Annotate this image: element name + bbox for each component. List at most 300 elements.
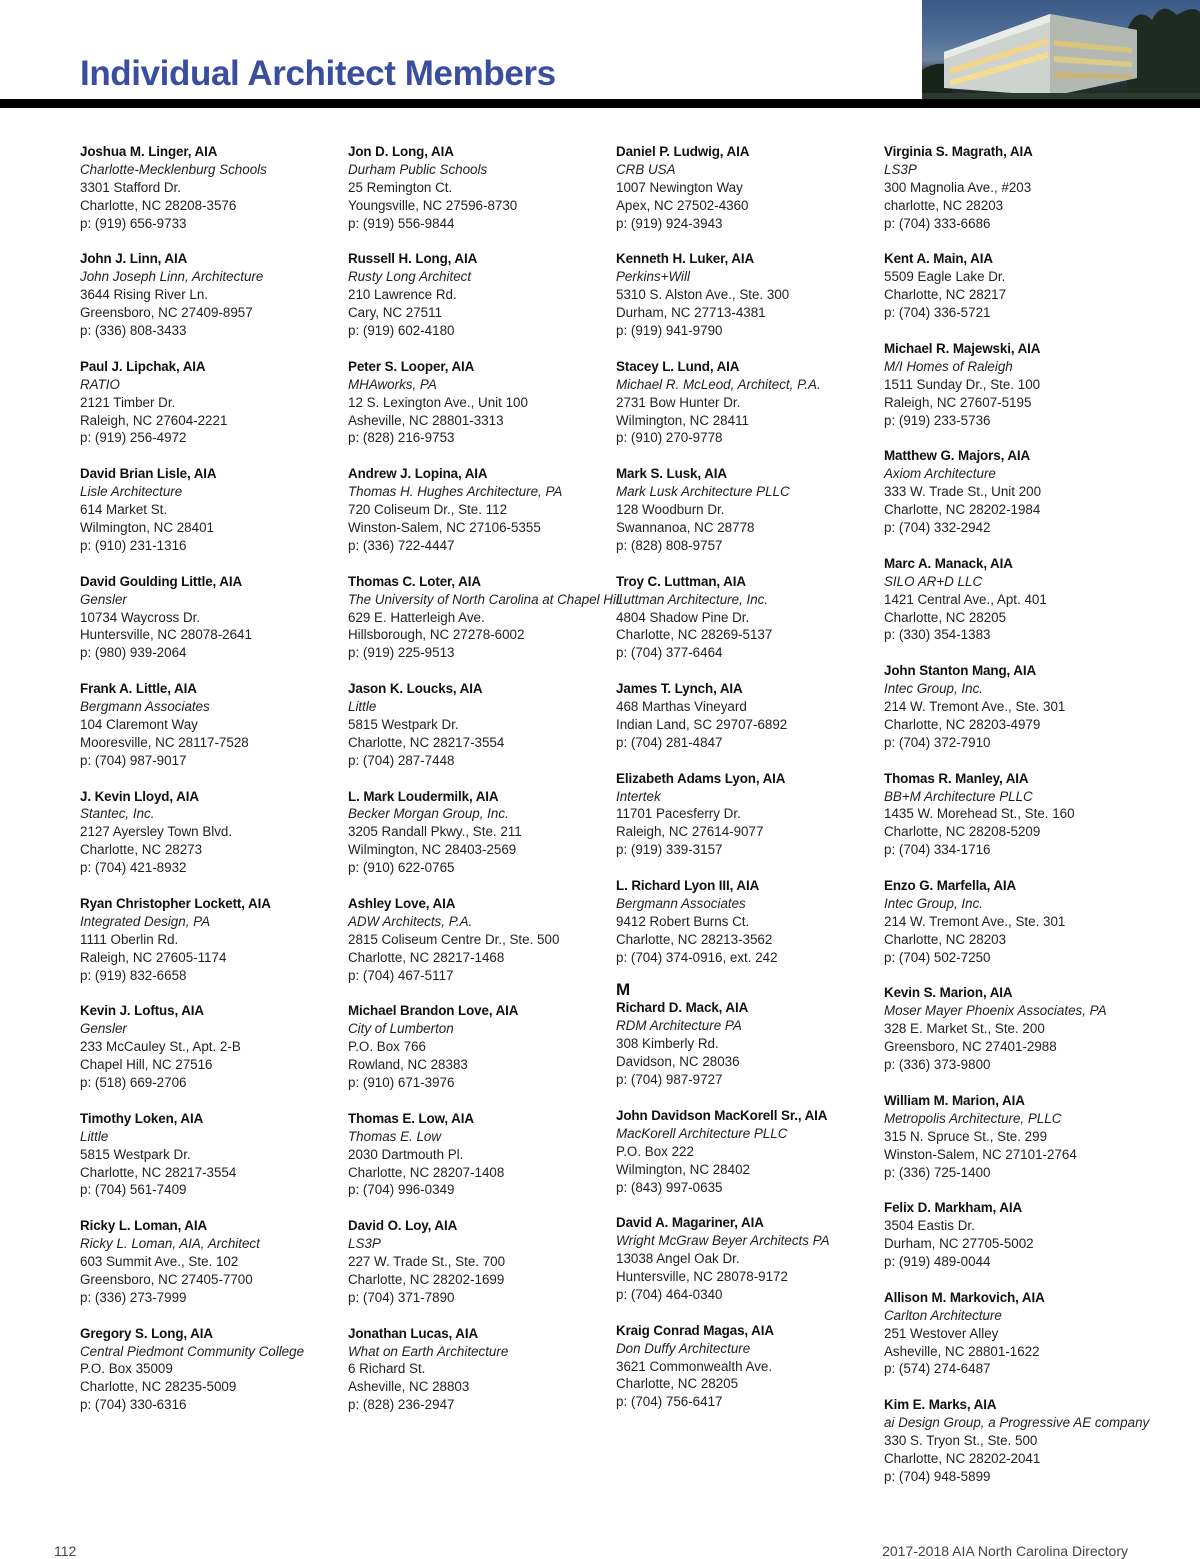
member-name: Troy C. Luttman, AIA — [616, 573, 746, 589]
member-city: Charlotte, NC 28207-1408 — [348, 1164, 505, 1180]
member-firm: Intec Group, Inc. — [884, 895, 983, 911]
member-city: Youngsville, NC 27596-8730 — [348, 197, 518, 213]
member-firm: City of Lumberton — [348, 1021, 454, 1037]
member-entry — [348, 788, 610, 878]
member-firm: Carlton Architecture — [884, 1307, 1002, 1323]
member-name: Kenneth H. Luker, AIA — [616, 251, 755, 267]
member-name: Mark S. Lusk, AIA — [616, 466, 727, 482]
member-entry — [884, 555, 1146, 645]
member-phone: p: (704) 330-6316 — [80, 1397, 187, 1413]
member-phone: p: (919) 339-3157 — [616, 842, 723, 858]
member-address: 3205 Randall Pkwy., Ste. 211 — [348, 824, 522, 840]
member-name: Jonathan Lucas, AIA — [348, 1325, 479, 1341]
page-title: Individual Architect Members — [80, 54, 556, 93]
member-entry — [884, 877, 1146, 967]
member-name: Marc A. Manack, AIA — [884, 555, 1013, 571]
member-city: Swannanoa, NC 28778 — [616, 519, 755, 535]
member-city: Charlotte, NC 28217 — [884, 287, 1007, 303]
member-name: Ryan Christopher Lockett, AIA — [80, 895, 271, 911]
member-firm: M/I Homes of Raleigh — [884, 358, 1013, 374]
member-name: Felix D. Markham, AIA — [884, 1200, 1023, 1216]
member-entry — [616, 465, 878, 555]
member-phone: p: (704) 374-0916, ext. 242 — [616, 949, 778, 965]
member-city: Mooresville, NC 28117-7528 — [80, 734, 249, 750]
member-address: 300 Magnolia Ave., #203 — [884, 179, 1032, 195]
member-address: 3504 Eastis Dr. — [884, 1218, 975, 1234]
member-entry — [348, 1110, 610, 1200]
member-firm: Michael R. McLeod, Architect, P.A. — [616, 376, 821, 392]
member-phone: p: (919) 924-3943 — [616, 215, 723, 231]
member-city: Winston-Salem, NC 27106-5355 — [348, 519, 541, 535]
member-firm: Rusty Long Architect — [348, 269, 472, 285]
member-address: 6 Richard St. — [348, 1361, 426, 1377]
member-name: L. Richard Lyon III, AIA — [616, 878, 760, 894]
member-city: Durham, NC 27705-5002 — [884, 1236, 1034, 1252]
member-name: Paul J. Lipchak, AIA — [80, 358, 206, 374]
member-firm: Don Duffy Architecture — [616, 1340, 751, 1356]
member-column-3 — [616, 143, 878, 1429]
member-address: 128 Woodburn Dr. — [616, 502, 725, 518]
member-entry — [348, 1325, 610, 1415]
member-address: 1007 Newington Way — [616, 179, 743, 195]
member-city: Rowland, NC 28383 — [348, 1057, 468, 1073]
member-city: Huntersville, NC 28078-9172 — [616, 1269, 788, 1285]
member-entry — [348, 465, 610, 555]
member-address: 5815 Westpark Dr. — [80, 1146, 191, 1162]
member-name: Gregory S. Long, AIA — [80, 1325, 213, 1341]
member-name: Kim E. Marks, AIA — [884, 1397, 997, 1413]
member-address: 9412 Robert Burns Ct. — [616, 913, 750, 929]
member-city: Charlotte, NC 28217-3554 — [80, 1164, 237, 1180]
member-name: Andrew J. Lopina, AIA — [348, 466, 488, 482]
member-entry — [80, 573, 342, 663]
member-entry — [616, 877, 878, 967]
member-address: 25 Remington Ct. — [348, 179, 453, 195]
member-entry — [616, 1214, 878, 1304]
member-city: Raleigh, NC 27604-2221 — [80, 412, 228, 428]
member-firm: Central Piedmont Community College — [80, 1343, 305, 1359]
member-address: 603 Summit Ave., Ste. 102 — [80, 1254, 239, 1270]
member-phone: p: (919) 832-6658 — [80, 967, 187, 983]
member-address: 333 W. Trade St., Unit 200 — [884, 484, 1042, 500]
member-firm: Bergmann Associates — [616, 895, 746, 911]
member-address: 330 S. Tryon St., Ste. 500 — [884, 1433, 1038, 1449]
member-firm: Gensler — [80, 591, 127, 607]
member-entry — [348, 573, 622, 663]
member-name: Daniel P. Ludwig, AIA — [616, 144, 750, 159]
member-name: David A. Magariner, AIA — [616, 1215, 764, 1231]
member-entry — [348, 358, 610, 448]
member-address: 11701 Pacesferry Dr. — [616, 806, 741, 822]
member-city: Raleigh, NC 27605-1174 — [80, 949, 227, 965]
member-firm: LS3P — [348, 1236, 381, 1252]
member-entry — [348, 250, 610, 340]
member-city: Charlotte, NC 28208-5209 — [884, 824, 1041, 840]
member-name: Ricky L. Loman, AIA — [80, 1218, 208, 1234]
member-phone: p: (704) 948-5899 — [884, 1468, 991, 1484]
member-phone: p: (518) 669-2706 — [80, 1075, 187, 1090]
member-address: 3301 Stafford Dr. — [80, 179, 181, 195]
member-phone: p: (910) 231-1316 — [80, 537, 187, 553]
member-name: Thomas R. Manley, AIA — [884, 770, 1029, 786]
member-address: 1435 W. Morehead St., Ste. 160 — [884, 806, 1075, 822]
member-firm: Intec Group, Inc. — [884, 681, 983, 697]
member-city: Wilmington, NC 28401 — [80, 519, 214, 535]
member-entry — [884, 1199, 1146, 1271]
member-name: William M. Marion, AIA — [884, 1092, 1025, 1108]
member-city: Charlotte, NC 28217-3554 — [348, 734, 505, 750]
member-firm: Intertek — [616, 788, 661, 804]
member-phone: p: (919) 489-0044 — [884, 1254, 991, 1270]
member-phone: p: (910) 622-0765 — [348, 860, 455, 876]
member-name: Kevin S. Marion, AIA — [884, 985, 1013, 1001]
member-name: Virginia S. Magrath, AIA — [884, 144, 1033, 159]
page-number: 112 — [54, 1543, 77, 1559]
member-firm: The University of North Carolina at Chapel Hill — [348, 591, 622, 607]
member-phone: p: (574) 274-6487 — [884, 1361, 991, 1377]
member-phone: p: (336) 373-9800 — [884, 1057, 991, 1073]
member-city: Cary, NC 27511 — [348, 305, 443, 321]
member-entry — [80, 1217, 342, 1307]
member-phone: p: (704) 996-0349 — [348, 1182, 455, 1198]
member-city: Huntersville, NC 28078-2641 — [80, 627, 252, 643]
member-entry — [884, 143, 1146, 233]
member-entry — [616, 770, 878, 860]
member-entry — [348, 680, 610, 770]
member-firm: John Joseph Linn, Architecture — [80, 269, 264, 285]
header-building-photo — [922, 0, 1200, 100]
member-address: 720 Coliseum Dr., Ste. 112 — [348, 502, 508, 518]
member-address: 214 W. Tremont Ave., Ste. 301 — [884, 699, 1066, 715]
member-name: James T. Lynch, AIA — [616, 681, 743, 697]
member-phone: p: (704) 334-1716 — [884, 842, 991, 858]
member-name: J. Kevin Lloyd, AIA — [80, 788, 199, 804]
member-phone: p: (919) 602-4180 — [348, 323, 455, 339]
member-firm: Durham Public Schools — [348, 161, 488, 177]
member-city: Davidson, NC 28036 — [616, 1054, 740, 1070]
member-name: Kraig Conrad Magas, AIA — [616, 1322, 774, 1338]
member-name: Kent A. Main, AIA — [884, 251, 993, 267]
member-city: Charlotte, NC 28205 — [616, 1376, 739, 1392]
member-firm: Axiom Architecture — [884, 466, 996, 482]
member-firm: Gensler — [80, 1021, 127, 1037]
member-name: Allison M. Markovich, AIA — [884, 1289, 1045, 1305]
member-name: John Davidson MacKorell Sr., AIA — [616, 1107, 828, 1123]
member-address: 12 S. Lexington Ave., Unit 100 — [348, 394, 528, 410]
member-name: Frank A. Little, AIA — [80, 681, 197, 697]
member-phone: p: (704) 287-7448 — [348, 752, 455, 768]
member-entry — [616, 250, 878, 340]
member-phone: p: (704) 377-6464 — [616, 645, 723, 661]
member-phone: p: (336) 722-4447 — [348, 537, 455, 553]
member-entry — [884, 1396, 1150, 1486]
member-phone: p: (704) 561-7409 — [80, 1182, 187, 1198]
member-address: 3621 Commonwealth Ave. — [616, 1358, 773, 1374]
member-firm: Wright McGraw Beyer Architects PA — [616, 1233, 830, 1249]
member-phone: p: (704) 333-6686 — [884, 215, 991, 231]
member-entry — [616, 143, 878, 233]
member-address: 214 W. Tremont Ave., Ste. 301 — [884, 913, 1066, 929]
member-address: 629 E. Hatterleigh Ave. — [348, 609, 485, 625]
member-name: David O. Loy, AIA — [348, 1218, 458, 1234]
member-phone: p: (980) 939-2064 — [80, 645, 187, 661]
member-entry — [80, 143, 342, 233]
member-name: Kevin J. Loftus, AIA — [80, 1003, 204, 1019]
member-address: P.O. Box 766 — [348, 1039, 426, 1055]
member-name: John Stanton Mang, AIA — [884, 663, 1037, 679]
member-firm: MacKorell Architecture PLLC — [616, 1125, 788, 1141]
member-address: 104 Claremont Way — [80, 716, 198, 732]
member-name: Jason K. Loucks, AIA — [348, 681, 483, 697]
member-phone: p: (704) 756-6417 — [616, 1394, 723, 1410]
member-phone: p: (336) 808-3433 — [80, 323, 187, 339]
member-firm: Integrated Design, PA — [80, 913, 211, 929]
member-entry — [80, 465, 342, 555]
member-firm: Thomas H. Hughes Architecture, PA — [348, 484, 563, 500]
member-city: Asheville, NC 28801-1622 — [884, 1343, 1040, 1359]
member-city: Charlotte, NC 28208-3576 — [80, 197, 237, 213]
member-phone: p: (704) 371-7890 — [348, 1289, 455, 1305]
member-entry — [348, 895, 610, 985]
member-address: 3644 Rising River Ln. — [80, 287, 209, 303]
member-name: Russell H. Long, AIA — [348, 251, 478, 267]
member-city: Durham, NC 27713-4381 — [616, 305, 766, 321]
member-column-4 — [884, 143, 1150, 1504]
member-firm: Little — [80, 1128, 109, 1144]
member-firm: MHAworks, PA — [348, 376, 437, 392]
member-entry — [884, 447, 1146, 537]
member-phone: p: (704) 987-9727 — [616, 1072, 723, 1088]
member-address: 1421 Central Ave., Apt. 401 — [884, 591, 1047, 607]
member-entry — [616, 358, 878, 448]
member-firm: Little — [348, 699, 377, 715]
member-entry — [348, 1217, 610, 1307]
member-firm: RATIO — [80, 376, 120, 392]
member-name: L. Mark Loudermilk, AIA — [348, 788, 499, 804]
member-phone: p: (330) 354-1383 — [884, 627, 991, 643]
member-name: David Brian Lisle, AIA — [80, 466, 217, 482]
member-city: charlotte, NC 28203 — [884, 197, 1004, 213]
member-firm: Lisle Architecture — [80, 484, 183, 500]
section-letter: M — [616, 980, 631, 1000]
member-firm: Luttman Architecture, Inc. — [616, 591, 769, 607]
member-firm: BB+M Architecture PLLC — [884, 788, 1033, 804]
member-firm: CRB USA — [616, 161, 676, 177]
member-address: 13038 Angel Oak Dr. — [616, 1251, 740, 1267]
member-address: 1511 Sunday Dr., Ste. 100 — [884, 376, 1041, 392]
member-address: P.O. Box 222 — [616, 1143, 694, 1159]
member-address: 10734 Waycross Dr. — [80, 609, 201, 625]
member-city: Raleigh, NC 27614-9077 — [616, 824, 764, 840]
member-city: Charlotte, NC 28235-5009 — [80, 1379, 237, 1395]
member-phone: p: (919) 233-5736 — [884, 412, 991, 428]
member-firm: Becker Morgan Group, Inc. — [348, 806, 509, 822]
member-address: 227 W. Trade St., Ste. 700 — [348, 1254, 506, 1270]
member-city: Wilmington, NC 28411 — [616, 412, 749, 428]
member-firm: RDM Architecture PA — [616, 1018, 742, 1034]
member-address: P.O. Box 35009 — [80, 1361, 173, 1377]
member-phone: p: (828) 216-9753 — [348, 430, 455, 446]
member-city: Wilmington, NC 28403-2569 — [348, 842, 517, 858]
member-name: John J. Linn, AIA — [80, 251, 188, 267]
member-phone: p: (704) 421-8932 — [80, 860, 187, 876]
member-address: 614 Market St. — [80, 502, 168, 518]
member-name: Thomas C. Loter, AIA — [348, 573, 481, 589]
member-firm: Thomas E. Low — [348, 1128, 442, 1144]
member-entry — [80, 680, 342, 770]
member-entry — [80, 1325, 342, 1415]
member-address: 468 Marthas Vineyard — [616, 699, 747, 715]
member-city: Hillsborough, NC 27278-6002 — [348, 627, 525, 643]
member-city: Charlotte, NC 28202-1699 — [348, 1271, 505, 1287]
member-entry — [884, 984, 1146, 1074]
member-address: 251 Westover Alley — [884, 1325, 999, 1341]
member-address: 210 Lawrence Rd. — [348, 287, 457, 303]
member-address: 2731 Bow Hunter Dr. — [616, 394, 741, 410]
member-city: Asheville, NC 28803 — [348, 1379, 470, 1395]
member-firm: Perkins+Will — [616, 269, 690, 285]
member-entry — [80, 895, 342, 985]
member-city: Charlotte, NC 28217-1468 — [348, 949, 505, 965]
member-address: 5509 Eagle Lake Dr. — [884, 269, 1006, 285]
member-firm: What on Earth Architecture — [348, 1343, 509, 1359]
member-firm: SILO AR+D LLC — [884, 573, 983, 589]
member-address: 2127 Ayersley Town Blvd. — [80, 824, 233, 840]
member-phone: p: (704) 332-2942 — [884, 519, 991, 535]
member-entry — [616, 1107, 878, 1197]
member-name: David Goulding Little, AIA — [80, 573, 243, 589]
member-phone: p: (910) 671-3976 — [348, 1075, 455, 1090]
member-city: Charlotte, NC 28202-2041 — [884, 1450, 1041, 1466]
member-name: Stacey L. Lund, AIA — [616, 358, 740, 374]
member-city: Greensboro, NC 27401-2988 — [884, 1039, 1057, 1055]
member-entry — [616, 1322, 878, 1412]
member-phone: p: (910) 270-9778 — [616, 430, 723, 446]
member-city: Raleigh, NC 27607-5195 — [884, 394, 1032, 410]
member-entry — [884, 340, 1146, 430]
member-address: 233 McCauley St., Apt. 2-B — [80, 1039, 241, 1055]
member-phone: p: (843) 997-0635 — [616, 1179, 723, 1195]
member-entry — [80, 358, 342, 448]
member-firm: ai Design Group, a Progressive AE company — [884, 1415, 1150, 1431]
member-entry — [616, 680, 878, 752]
member-name: Enzo G. Marfella, AIA — [884, 878, 1017, 894]
member-phone: p: (828) 808-9757 — [616, 537, 723, 553]
member-firm: LS3P — [884, 161, 917, 177]
footer-publication-title: 2017-2018 AIA North Carolina Directory — [882, 1543, 1128, 1559]
member-address: 1111 Oberlin Rd. — [80, 931, 179, 947]
member-phone: p: (704) 281-4847 — [616, 734, 723, 750]
member-address: 328 E. Market St., Ste. 200 — [884, 1021, 1045, 1037]
member-phone: p: (336) 273-7999 — [80, 1289, 187, 1305]
member-address: 315 N. Spruce St., Ste. 299 — [884, 1128, 1048, 1144]
member-name: Jon D. Long, AIA — [348, 144, 454, 159]
member-phone: p: (919) 225-9513 — [348, 645, 455, 661]
member-phone: p: (704) 336-5721 — [884, 305, 991, 321]
member-entry — [348, 1002, 610, 1092]
member-phone: p: (336) 725-1400 — [884, 1164, 991, 1180]
member-entry — [884, 250, 1146, 322]
member-firm: Metropolis Architecture, PLLC — [884, 1110, 1062, 1126]
member-name: Matthew G. Majors, AIA — [884, 448, 1031, 464]
member-phone: p: (704) 467-5117 — [348, 967, 454, 983]
member-phone: p: (704) 502-7250 — [884, 949, 991, 965]
member-name: Michael Brandon Love, AIA — [348, 1003, 519, 1019]
member-phone: p: (919) 656-9733 — [80, 215, 187, 231]
member-city: Charlotte, NC 28202-1984 — [884, 502, 1041, 518]
member-address: 4804 Shadow Pine Dr. — [616, 609, 750, 625]
member-address: 2030 Dartmouth Pl. — [348, 1146, 464, 1162]
member-name: Timothy Loken, AIA — [80, 1110, 204, 1126]
member-name: Elizabeth Adams Lyon, AIA — [616, 770, 786, 786]
member-phone: p: (919) 256-4972 — [80, 430, 187, 446]
member-entry — [616, 981, 878, 1089]
member-firm: Stantec, Inc. — [80, 806, 155, 822]
member-city: Chapel Hill, NC 27516 — [80, 1057, 213, 1073]
member-address: 308 Kimberly Rd. — [616, 1036, 719, 1052]
member-phone: p: (919) 941-9790 — [616, 323, 723, 339]
member-city: Charlotte, NC 28273 — [80, 842, 203, 858]
member-firm: ADW Architects, P.A. — [348, 913, 473, 929]
member-column-2 — [348, 143, 622, 1432]
member-address: 5310 S. Alston Ave., Ste. 300 — [616, 287, 790, 303]
member-phone: p: (704) 987-9017 — [80, 752, 187, 768]
member-entry — [884, 1092, 1146, 1182]
member-name: Joshua M. Linger, AIA — [80, 144, 218, 159]
member-entry — [884, 770, 1146, 860]
member-city: Charlotte, NC 28203-4979 — [884, 716, 1041, 732]
member-name: Peter S. Looper, AIA — [348, 358, 475, 374]
header-rule — [0, 99, 1200, 108]
member-column-1 — [80, 143, 342, 1432]
member-entry — [616, 573, 878, 663]
member-firm: Mark Lusk Architecture PLLC — [616, 484, 790, 500]
member-entry — [80, 788, 342, 878]
member-city: Charlotte, NC 28205 — [884, 609, 1007, 625]
member-firm: Moser Mayer Phoenix Associates, PA — [884, 1003, 1107, 1019]
member-address: 2121 Timber Dr. — [80, 394, 176, 410]
member-entry — [348, 143, 610, 233]
member-entry — [80, 250, 342, 340]
member-name: Richard D. Mack, AIA — [616, 1000, 749, 1016]
member-city: Indian Land, SC 29707-6892 — [616, 716, 788, 732]
member-firm: Ricky L. Loman, AIA, Architect — [80, 1236, 260, 1252]
member-firm: Bergmann Associates — [80, 699, 210, 715]
member-city: Charlotte, NC 28203 — [884, 931, 1007, 947]
member-city: Charlotte, NC 28213-3562 — [616, 931, 773, 947]
member-entry — [884, 1289, 1146, 1379]
member-phone: p: (919) 556-9844 — [348, 215, 455, 231]
member-city: Winston-Salem, NC 27101-2764 — [884, 1146, 1077, 1162]
member-address: 5815 Westpark Dr. — [348, 716, 459, 732]
member-city: Wilmington, NC 28402 — [616, 1161, 750, 1177]
member-name: Michael R. Majewski, AIA — [884, 340, 1041, 356]
member-entry — [80, 1002, 342, 1092]
member-city: Apex, NC 27502-4360 — [616, 197, 749, 213]
member-city: Greensboro, NC 27405-7700 — [80, 1271, 253, 1287]
member-entry — [80, 1110, 342, 1200]
member-city: Greensboro, NC 27409-8957 — [80, 305, 253, 321]
member-phone: p: (704) 372-7910 — [884, 734, 991, 750]
member-name: Thomas E. Low, AIA — [348, 1110, 474, 1126]
member-address: 2815 Coliseum Centre Dr., Ste. 500 — [348, 931, 560, 947]
member-phone: p: (828) 236-2947 — [348, 1397, 455, 1413]
member-city: Charlotte, NC 28269-5137 — [616, 627, 773, 643]
member-firm: Charlotte-Mecklenburg Schools — [80, 161, 267, 177]
member-entry — [884, 662, 1146, 752]
member-name: Ashley Love, AIA — [348, 895, 456, 911]
member-city: Asheville, NC 28801-3313 — [348, 412, 504, 428]
